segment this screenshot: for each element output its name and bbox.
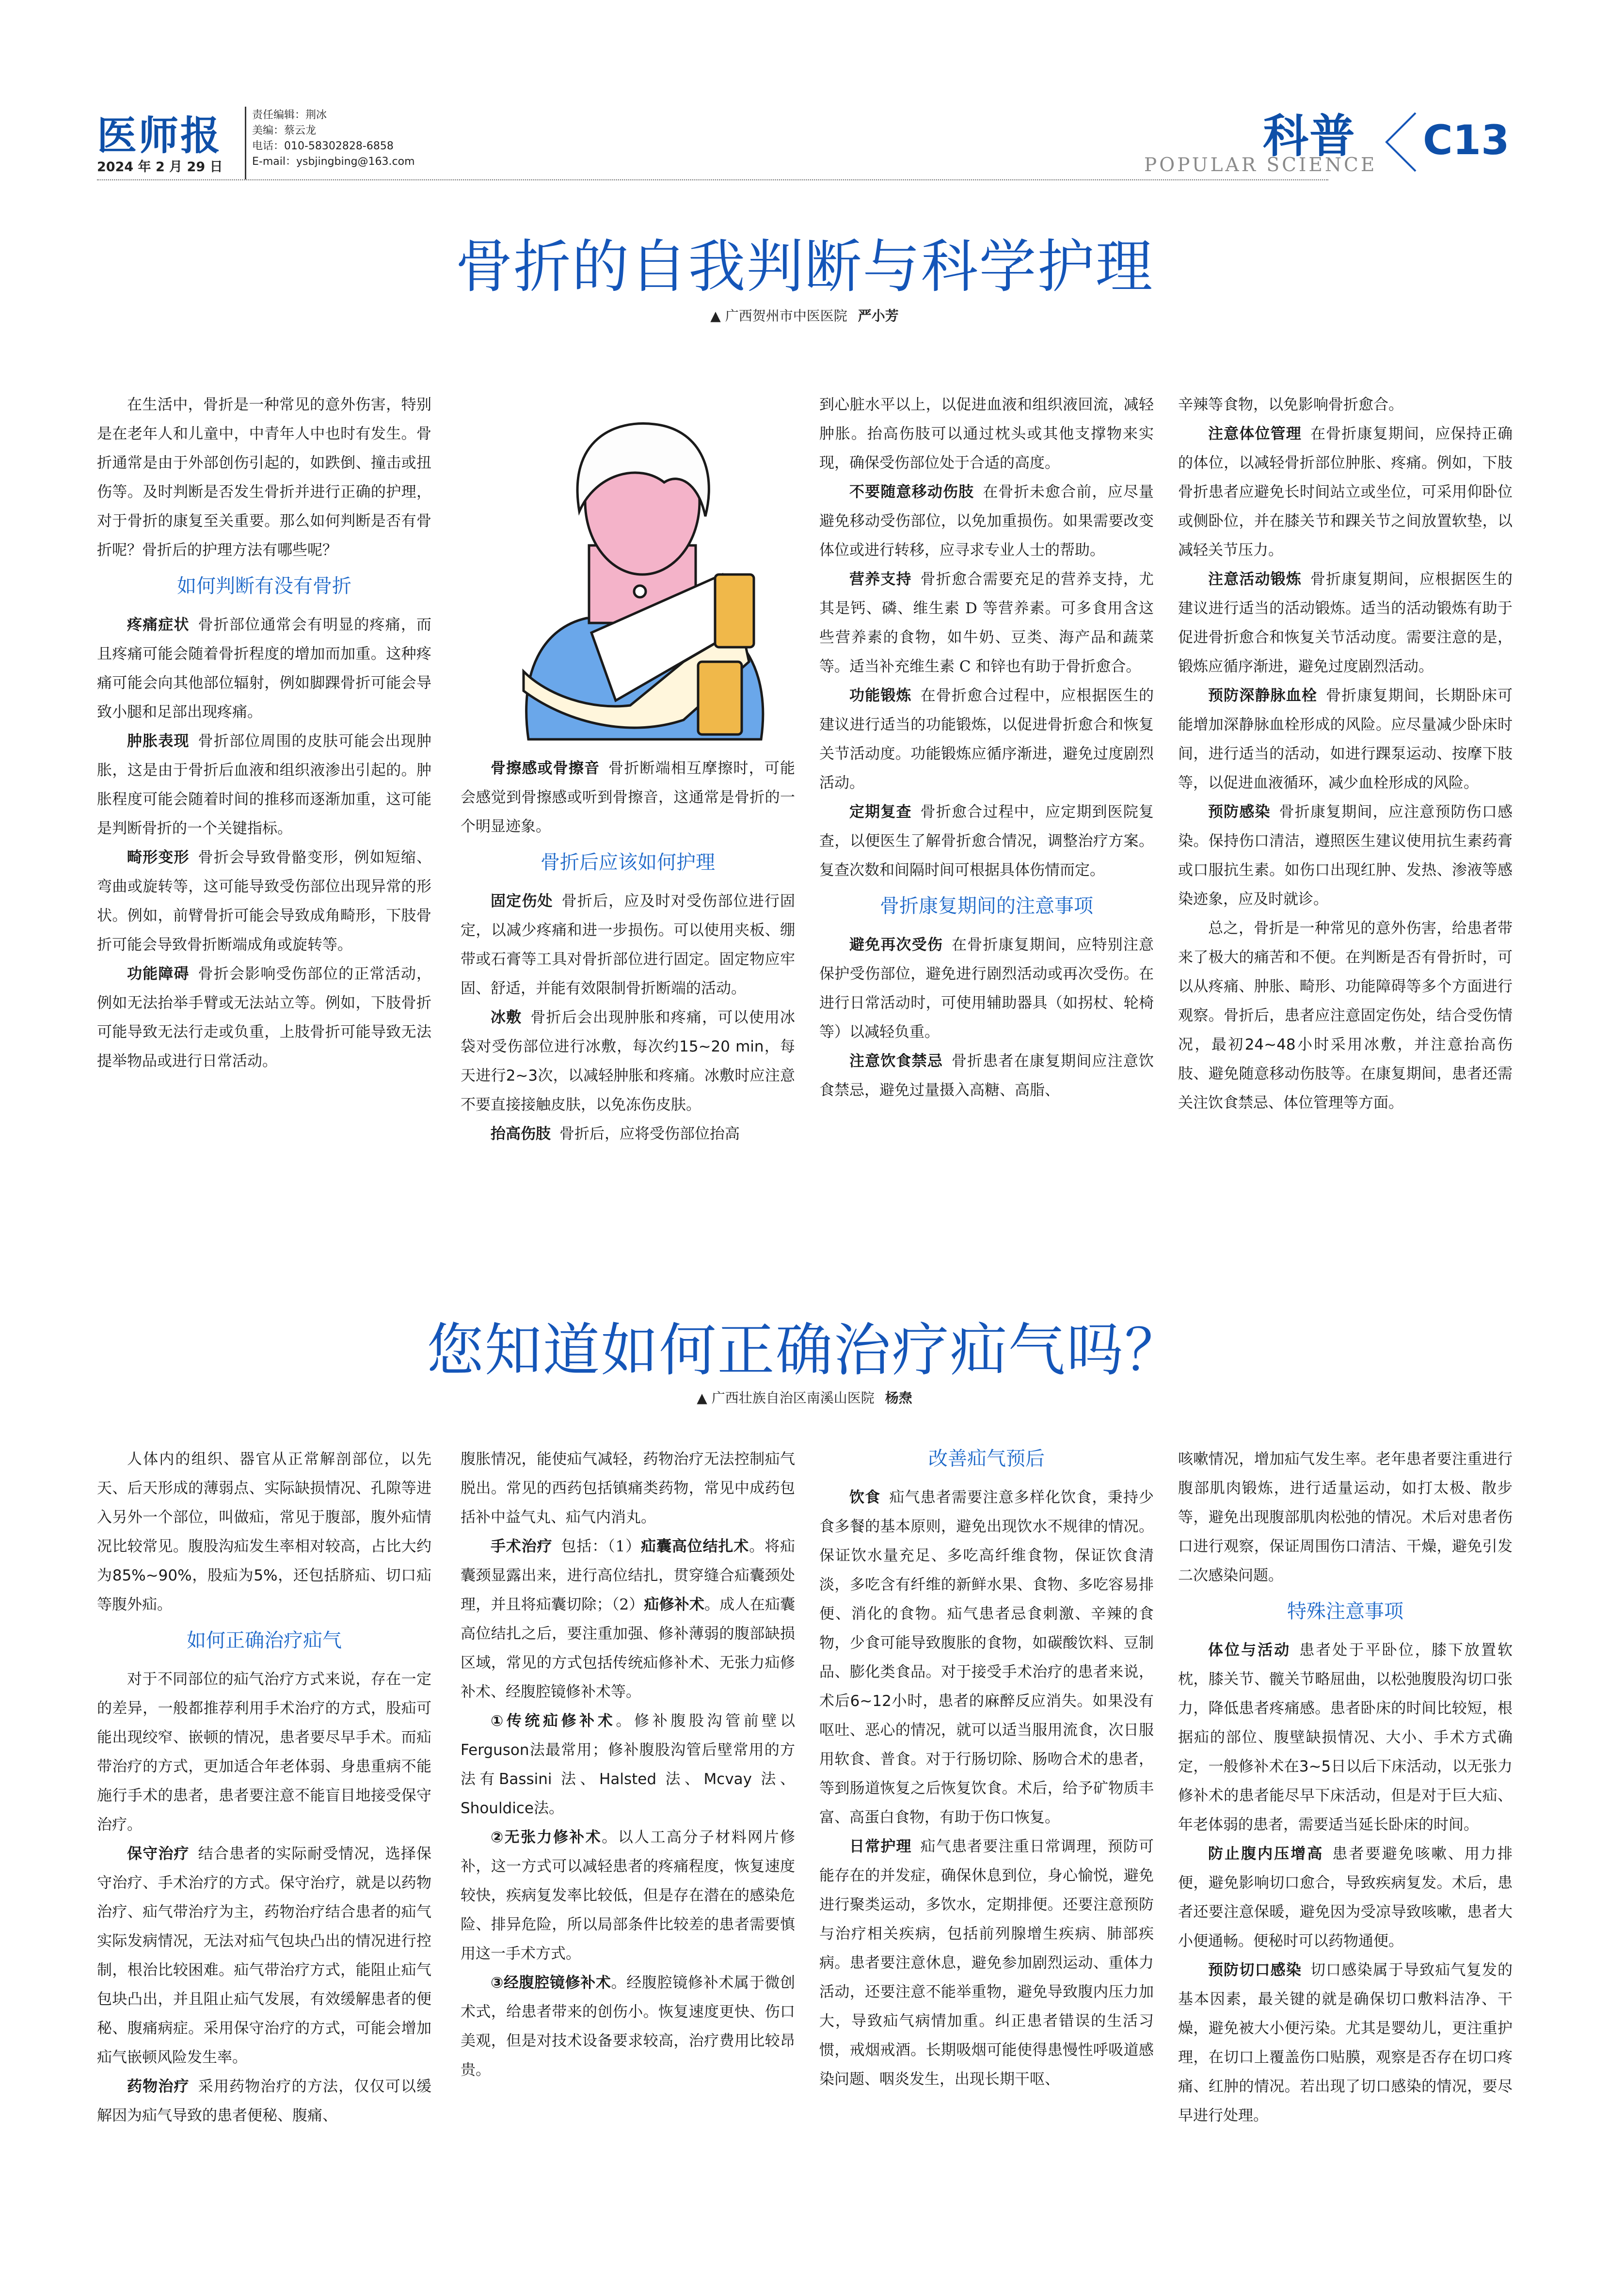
paragraph bbox=[1178, 797, 1513, 914]
article1-column-4 bbox=[1178, 390, 1513, 1117]
paragraph bbox=[1178, 1839, 1513, 1956]
paragraph bbox=[819, 565, 1154, 681]
text: 次，以减轻肿胀和疼痛。冰敷时应注意不要直接接触皮肤，以免冻伤皮肤。 bbox=[461, 1067, 795, 1114]
paragraph bbox=[461, 1119, 795, 1148]
subheading: 特殊注意事项 bbox=[1287, 1600, 1403, 1623]
text: 骨折会导致骨骼变形，例如短缩、弯曲或旋转等，这可能导致受伤部位出现异常的形状。例如，前臂骨折可能会导致成角畸形，下肢骨折可能会导致骨折断端成角或旋转等。 bbox=[97, 849, 432, 954]
phone: 电话：010-58302828-6858 bbox=[252, 140, 394, 152]
subheading: 骨折康复期间的注意事项 bbox=[880, 895, 1093, 917]
text: 骨折后，应将受伤部位抬高 bbox=[559, 1125, 740, 1143]
editor-info bbox=[252, 108, 415, 170]
lead-term: 不要随意移动伤肢 bbox=[849, 483, 974, 501]
paragraph bbox=[1178, 914, 1513, 1117]
paragraph bbox=[97, 1445, 431, 1619]
lead-term: ③经腹腔镜修补术 bbox=[491, 1974, 611, 1992]
text: 骨折康复期间，应注意预防伤口感染。保持伤口清洁，遵照医生建议使用抗生素药膏或口服抗生素。如伤口出现红肿、发热、渗液等感染迹象，应及时就诊。 bbox=[1178, 803, 1513, 908]
text: ，股疝为 bbox=[191, 1567, 254, 1584]
text: 15~20 min bbox=[679, 1038, 764, 1055]
paragraph bbox=[819, 1483, 1154, 1832]
text: 骨折断端相互摩擦时，可能会感觉到骨擦感或听到骨擦音，这通常是骨折的一个明显迹象。 bbox=[461, 760, 796, 835]
article2-author: 杨焘 bbox=[885, 1390, 912, 1406]
article1-title: 骨折的自我判断与科学护理 bbox=[455, 233, 1154, 300]
paragraph bbox=[461, 1968, 795, 2085]
paragraph: 在生活中，骨折是一种常见的意外伤害，特别是在老年人和儿童中，中青年人中也时有发生。骨折通常是由于外部创伤引起的，如跌倒、撞击或扭伤等。及时判断是否发生骨折并进行正确的护理，对于骨折的康复至关重要。那么如何判断是否有骨折呢？骨折后的护理方法有哪些呢？ bbox=[97, 396, 431, 559]
text: 切口感染属于导致疝气复发的基本因素，最关键的就是确保切口敷料洁净、干燥，避免被大小便污染。尤其是婴幼儿，更注重护理，在切口上覆盖伤口贴膜，观察是否存在切口疼痛、红肿的情况。若出现了切口感染的情况，要尽早进行处理。 bbox=[1178, 1961, 1513, 2124]
lead-term: 预防切口感染 bbox=[1208, 1961, 1302, 1979]
editor: 责任编辑：荆冰 bbox=[252, 109, 327, 121]
lead-term: 保守治疗 bbox=[127, 1845, 190, 1863]
text: 6~12 bbox=[850, 1692, 892, 1710]
text: 患者要避免咳嗽、用力排便，避免影响切口愈合，导致疾病复发。术后，患者还要注意保暖，避免因为受凉导致咳嗽，患者大小便通畅。便秘时可以药物通便。 bbox=[1178, 1845, 1513, 1950]
text: 在骨折康复期间，应特别注意保护受伤部位，避免进行剧烈活动或再次受伤。在进行日常活动时，可使用辅助器具（如拐杖、轮椅等）以减轻负重。 bbox=[819, 936, 1154, 1041]
paragraph bbox=[1178, 681, 1513, 797]
text: 疝气患者要注重日常调理，预防可能存在的并发症，确保休息到位，身心愉悦，避免进行聚类运动，多饮水，定期排便。还要注意预防与治疗相关疾病，包括前列腺增生疾病、肺部疾病。患者要注意休息，避免参加剧烈运动、重体力活动，还要注意不能举重物，避免导致腹内压力加大，导致疝气病情加重。纠正患者错误的生活习惯，戒烟戒酒。长期吸烟可能使得患慢性呼吸道感染问题、咽炎发生，出现长期干呕、 bbox=[819, 1838, 1154, 2088]
paragraph bbox=[1178, 1636, 1513, 1839]
lead-term: 疝修补术 bbox=[644, 1596, 705, 1613]
paragraph bbox=[819, 681, 1154, 797]
text: 。以人工高分子材料网片修补，这一方式可以减轻患者的疼痛程度，恢复速度较快，疾病复发率比较低，但是存在潜在的感染危险、排异危险，所以局部条件比较差的患者需要慎用这一手术方式。 bbox=[461, 1829, 796, 1962]
text: 在骨折未愈合前，应尽量避免移动受伤部位，以免加重损伤。如果需要改变体位或进行转移，应寻求专业人士的帮助。 bbox=[819, 483, 1154, 559]
lead-term: 预防深静脉血栓 bbox=[1208, 687, 1318, 704]
text: 骨折会影响受伤部位的正常活动，例如无法抬举手臂或无法站立等。例如，下肢骨折可能导致无法行走或负重，上肢骨折可能导致无法提举物品或进行日常活动。 bbox=[97, 965, 432, 1070]
designer: 美编：蔡云龙 bbox=[252, 125, 317, 137]
article2-title: 您知道如何正确治疗疝气吗？ bbox=[426, 1317, 1183, 1384]
lead-term: 骨擦感或骨擦音 bbox=[491, 760, 600, 777]
article2-column-2 bbox=[461, 1445, 795, 2085]
paragraph bbox=[1178, 565, 1513, 681]
article2-byline bbox=[0, 1387, 1609, 1407]
article2-org: ▲ 广西壮族自治区南溪山医院 bbox=[697, 1390, 875, 1406]
text: 小时，患者的麻醉反应消失。如果没有呕吐、恶心的情况，就可以适当服用流食，次日服用软食、普食。对于行肠切除、肠吻合术的患者，等到肠道恢复之后恢复饮食。术后，给予矿物质丰富、高蛋白食物，有助于伤口恢复。 bbox=[819, 1692, 1154, 1826]
article1-column-1 bbox=[97, 390, 431, 1076]
text: 。将疝囊颈显露出来，进行高位结扎，贯穿缝合疝囊颈处理，并且将疝囊切除；（2） bbox=[461, 1538, 796, 1613]
paragraph bbox=[1178, 419, 1513, 565]
article1-column-2 bbox=[461, 754, 795, 1148]
lead-term: 冰敷 bbox=[491, 1009, 522, 1026]
paragraph bbox=[97, 727, 431, 843]
text: 骨折患者在康复期间应注意饮食禁忌，避免过量摄入高糖、高脂、 bbox=[819, 1052, 1154, 1099]
text: 患者处于平卧位，膝下放置软枕，膝关节、髋关节略屈曲，以松弛腹股沟切口张力，降低患者疼痛感。患者卧床的时间比较短，根据疝的部位、腹壁缺损情况、大小、手术方式确定，一般修补术在 bbox=[1178, 1642, 1513, 1775]
text: 。修补腹股沟管前壁以 bbox=[616, 1712, 795, 1730]
paragraph bbox=[819, 478, 1154, 565]
lead-term: 注意体位管理 bbox=[1208, 425, 1302, 443]
text: ，每天进行 bbox=[461, 1038, 795, 1084]
paragraph bbox=[819, 1047, 1154, 1105]
lead-term: 疝囊高位结扎术 bbox=[641, 1538, 749, 1555]
text: 。经腹腔镜修补术属于微创术式，给患者带来的创伤小。恢复速度更快、伤口美观，但是对技术设备要求较高，治疗费用比较昂贵。 bbox=[461, 1974, 796, 2079]
lead-term: 疼痛症状 bbox=[127, 616, 190, 634]
lead-term: 预防感染 bbox=[1208, 803, 1271, 821]
lead-term: 手术治疗 bbox=[491, 1538, 553, 1555]
section-subtitle: POPULAR SCIENCE bbox=[1144, 154, 1377, 176]
text: Bassini 法、Halsted 法、Mcvay 法、Shouldice bbox=[461, 1770, 795, 1817]
lead-term: 注意饮食禁忌 bbox=[849, 1052, 943, 1070]
email: E-mail：ysbjingbing@163.com bbox=[252, 156, 415, 168]
lead-term: 注意活动锻炼 bbox=[1208, 571, 1302, 588]
paragraph: 辛辣等食物，以免影响骨折愈合。 bbox=[1178, 396, 1403, 414]
masthead-logo: 医师报 bbox=[97, 113, 223, 159]
text: ，还包括脐疝、切口疝等腹外疝。 bbox=[97, 1567, 432, 1613]
paragraph: 对于不同部位的疝气治疗方式来说，存在一定的差异，一般都推荐利用手术治疗的方式，股疝可能出现绞窄、嵌顿的情况，患者要尽早手术。而疝带治疗的方式，更加适合年老体弱、身患重病不能施行手术的患者，患者要注意不能盲目地接受保守治疗。 bbox=[97, 1671, 431, 1834]
paragraph bbox=[1178, 1956, 1513, 2130]
text: 骨折愈合需要充足的营养支持，尤其是钙、磷、维生素 D 等营养素。可多食用含这些营养素的食物，如牛奶、豆类、海产品和蔬菜等。适当补充维生素 C 和锌也有助于骨折愈合。 bbox=[819, 571, 1154, 675]
page-number: C13 bbox=[1423, 116, 1510, 164]
lead-term: 营养支持 bbox=[849, 571, 912, 588]
text: 法。 bbox=[533, 1800, 564, 1817]
issue-date: 2024 年 2 月 29 日 bbox=[97, 159, 223, 175]
lead-term: 避免再次受伤 bbox=[849, 936, 943, 954]
section-title: 科普 bbox=[1263, 110, 1356, 163]
paragraph: 腹胀情况，能使疝气减轻，药物治疗无法控制疝气脱出。常见的西药包括镇痛类药物，常见中成药包括补中益气丸、疝气内消丸。 bbox=[461, 1451, 795, 1526]
text: 骨折康复期间，长期卧床可能增加深静脉血栓形成的风险。应尽量减少卧床时间，进行适当的活动，如进行踝泵运动、按摩下肢等，以促进血液循环，减少血栓形成的风险。 bbox=[1178, 687, 1513, 792]
text: 小时采用冰敷，并注意抬高伤肢、避免随意移动伤肢等。在康复期间，患者还需关注饮食禁忌、体位管理等方面。 bbox=[1178, 1036, 1513, 1112]
header-rule bbox=[97, 179, 1328, 180]
text: 日以后下床活动，以无张力修补术的患者能尽早下床活动，但是对于巨大疝、年老体弱的患者，需要适当延长卧床的时间。 bbox=[1178, 1758, 1513, 1834]
lead-term: ①传统疝修补术 bbox=[491, 1712, 616, 1730]
text: 2~3 bbox=[506, 1067, 538, 1084]
paragraph bbox=[461, 1706, 795, 1823]
text: 总之，骨折是一种常见的意外伤害，给患者带来了极大的痛苦和不便。在判断是否有骨折时，可以从疼痛、肿胀、畸形、功能障碍等多个方面进行观察。骨折后，患者应注意固定伤处，结合受伤情况，最初 bbox=[1178, 920, 1513, 1053]
subheading: 如何正确治疗疝气 bbox=[187, 1629, 342, 1652]
text: 结合患者的实际耐受情况，选择保守治疗、手术治疗的方式。保守治疗，就是以药物治疗、疝气带治疗为主，药物治疗结合患者的疝气实际发病情况，无法对疝气包块凸出的情况进行控制，根治比较困难。疝气带治疗方式，能阻止疝气包块凸出，并且阻止疝气发展，有效缓解患者的便秘、腹痛病症。采用保守治疗的方式，可能会增加疝气嵌顿风险发生率。 bbox=[97, 1845, 432, 2066]
header-divider bbox=[245, 107, 246, 179]
text: 骨折愈合过程中，应定期到医院复查，以便医生了解骨折愈合情况，调整治疗方案。复查次数和间隔时间可根据具体伤情而定。 bbox=[819, 803, 1154, 879]
subheading: 骨折后应该如何护理 bbox=[541, 851, 715, 874]
text: 24~48 bbox=[1244, 1036, 1296, 1053]
paragraph bbox=[461, 1532, 795, 1706]
paragraph bbox=[97, 2072, 431, 2130]
article1-author: 严小芳 bbox=[858, 308, 899, 324]
paragraph bbox=[819, 797, 1154, 885]
text: 疝气患者需要注意多样化饮食，秉持少食多餐的基本原则，避免出现饮水不规律的情况。保证饮水量充足、多吃高纤维食物，保证饮食清淡，多吃含有纤维的新鲜水果、食物、多吃容易排便、消化的食物。疝气患者忌食刺激、辛辣的食物，少食可能导致腹胀的食物，如碳酸饮料、豆制品、膨化类食品。对于接受手术治疗的患者来说，术后 bbox=[819, 1489, 1154, 1710]
text: 5% bbox=[254, 1567, 278, 1584]
lead-term: 日常护理 bbox=[849, 1838, 912, 1855]
article2-column-4 bbox=[1178, 1445, 1513, 2130]
text: 人体内的组织、器官从正常解剖部位，以先天、后天形成的薄弱点、实际缺损情况、孔隙等进入另外一个部位，叫做疝，常见于腹部，腹外疝情况比较常见。腹股沟疝发生率相对较高，占比大约为 bbox=[97, 1451, 431, 1584]
text: 法最常用；修补腹股沟管后壁常用的方法有 bbox=[461, 1741, 795, 1788]
lead-term: 体位与活动 bbox=[1208, 1642, 1291, 1659]
text: 在骨折愈合过程中，应根据医生的建议进行适当的功能锻炼，以促进骨折愈合和恢复关节活动度。功能锻炼应循序渐进，避免过度剧烈活动。 bbox=[819, 687, 1154, 792]
lead-term: 抬高伤肢 bbox=[491, 1125, 551, 1143]
paragraph bbox=[97, 843, 431, 959]
article1-column-3 bbox=[819, 390, 1154, 1105]
text: 骨折部位通常会有明显的疼痛，而且疼痛可能会随着骨折程度的增加而加重。这种疼痛可能会向其他部位辐射，例如脚踝骨折可能会导致小腿和足部出现疼痛。 bbox=[97, 616, 432, 721]
text: 在骨折康复期间，应保持正确的体位，以减轻骨折部位肿胀、疼痛。例如，下肢骨折患者应避免长时间站立或坐位，可采用仰卧位或侧卧位，并在膝关节和踝关节之间放置软垫，以减轻关节压力。 bbox=[1178, 425, 1513, 559]
paragraph bbox=[819, 1832, 1154, 2094]
subheading: 如何判断有没有骨折 bbox=[177, 575, 351, 597]
lead-term: 肿胀表现 bbox=[127, 733, 190, 750]
lead-term: 功能障碍 bbox=[127, 965, 190, 983]
article2-column-1 bbox=[97, 1445, 431, 2130]
text: 3~5 bbox=[1299, 1758, 1331, 1775]
lead-term: 畸形变形 bbox=[127, 849, 190, 866]
sling-arm-illustration bbox=[470, 400, 810, 754]
paragraph bbox=[819, 930, 1154, 1047]
lead-term: 药物治疗 bbox=[127, 2078, 190, 2095]
paragraph bbox=[97, 610, 431, 727]
lead-term: 防止腹内压增高 bbox=[1208, 1845, 1324, 1863]
text: 骨折后，应及时对受伤部位进行固定，以减少疼痛和进一步损伤。可以使用夹板、绷带或石膏等工具对骨折部位进行固定。固定物应牢固、舒适，并能有效限制骨折断端的活动。 bbox=[461, 893, 796, 997]
article2-column-3 bbox=[819, 1437, 1154, 2094]
paragraph: 咳嗽情况，增加疝气发生率。老年患者要注重进行腹部肌肉锻炼，进行适量运动，如打太极、散步等，避免出现腹部肌肉松弛的情况。术后对患者伤口进行观察，保证周围伤口清洁、干燥，避免引发二次感染问题。 bbox=[1178, 1451, 1513, 1584]
paragraph bbox=[97, 959, 431, 1076]
article1-byline bbox=[0, 305, 1609, 325]
paragraph bbox=[461, 754, 795, 841]
paragraph bbox=[461, 1823, 795, 1968]
lead-term: 定期复查 bbox=[849, 803, 912, 821]
paragraph bbox=[461, 887, 795, 1003]
lead-term: ②无张力修补术 bbox=[491, 1829, 602, 1846]
paragraph bbox=[461, 1003, 795, 1119]
text: 采用药物治疗的方法，仅仅可以缓解因为疝气导致的患者便秘、腹痛、 bbox=[97, 2078, 432, 2124]
text: Ferguson bbox=[461, 1741, 529, 1759]
lead-term: 饮食 bbox=[849, 1489, 881, 1506]
text: 骨折后会出现肿胀和疼痛，可以使用冰袋对受伤部位进行冰敷，每次约 bbox=[461, 1009, 796, 1055]
text: 包括：（1） bbox=[561, 1538, 641, 1555]
lead-term: 固定伤处 bbox=[491, 893, 553, 910]
text: 85%~90% bbox=[112, 1567, 192, 1584]
text: 骨折部位周围的皮肤可能会出现肿胀，这是由于骨折后血液和组织液渗出引起的。肿胀程度可能会随着时间的推移而逐渐加重，这可能是判断骨折的一个关键指标。 bbox=[97, 733, 432, 837]
lead-term: 功能锻炼 bbox=[849, 687, 912, 704]
text: 骨折康复期间，应根据医生的建议进行适当的活动锻炼。适当的活动锻炼有助于促进骨折愈合和恢复关节活动度。需要注意的是，锻炼应循序渐进，避免过度剧烈活动。 bbox=[1178, 571, 1513, 675]
subheading: 改善疝气预后 bbox=[928, 1448, 1045, 1470]
article1-org: ▲ 广西贺州市中医医院 bbox=[710, 308, 847, 324]
paragraph bbox=[97, 1839, 431, 2072]
paragraph: 到心脏水平以上，以促进血液和组织液回流，减轻肿胀。抬高伤肢可以通过枕头或其他支撑物来实现，确保受伤部位处于合适的高度。 bbox=[819, 396, 1154, 472]
text: 。成人在疝囊高位结扎之后，要注重加强、修补薄弱的腹部缺损区域，常见的方式包括传统疝修补术、无张力疝修补术、经腹腔镜修补术等。 bbox=[461, 1596, 795, 1701]
